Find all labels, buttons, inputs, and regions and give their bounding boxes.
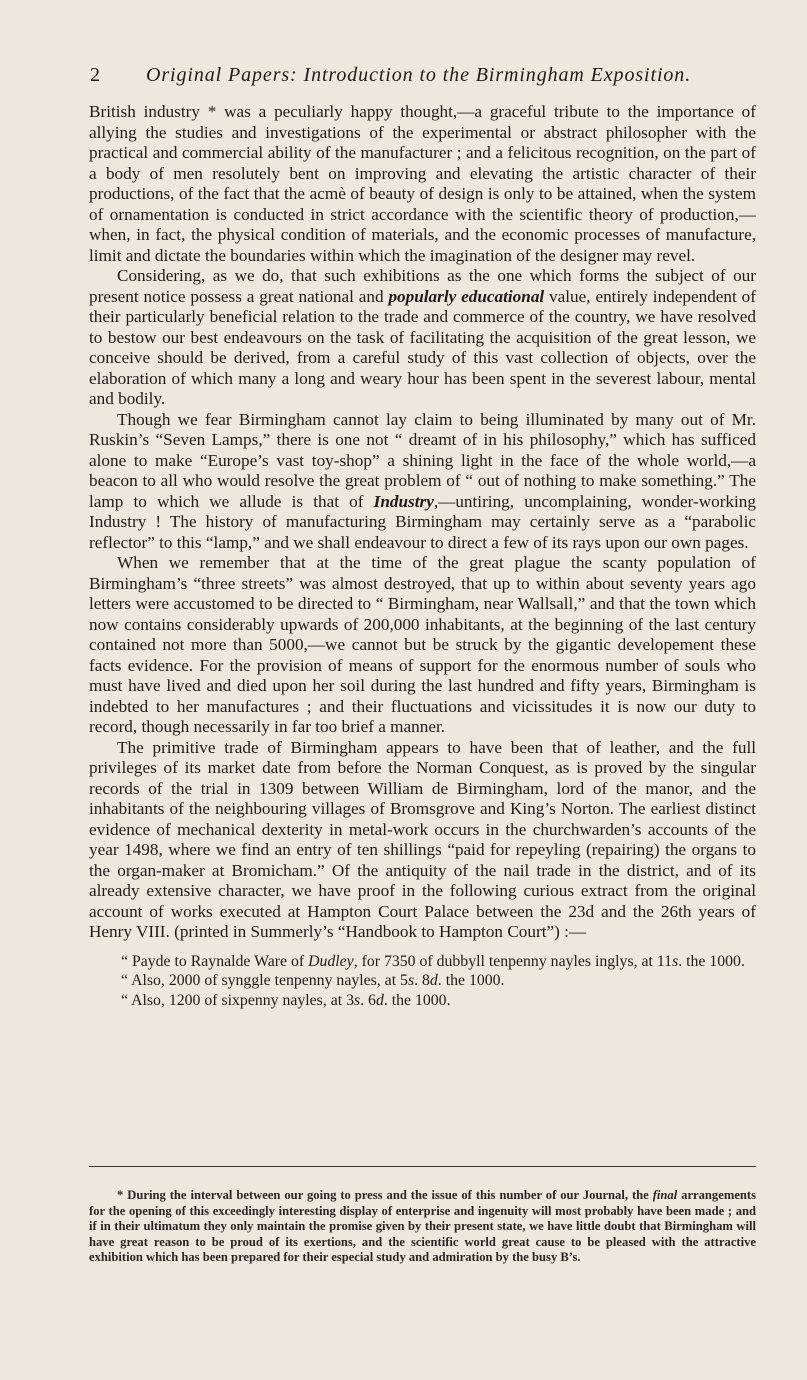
quote-text: “ Also, 1200 of sixpenny nayles, at 3 (121, 991, 354, 1009)
shillings-abbr: s (672, 952, 679, 970)
pence-abbr: d (429, 972, 438, 989)
quote-text: , for 7350 of dubbyll tenpenny nayles inglys, at 11 (353, 952, 673, 970)
quote-text: . the 1000. (383, 991, 451, 1009)
quote-line (89, 971, 756, 991)
paragraph (89, 410, 756, 554)
quote-text: . the 1000. (678, 952, 745, 970)
page-header (88, 63, 756, 87)
quote-text: “ Also, 2000 of synggle tenpenny nayles, at 5 (121, 972, 408, 989)
footnote-emphasis: final (652, 1188, 678, 1202)
footnote-text: * During the interval between our going to press and the issue of this number of our Journal, the (117, 1188, 653, 1202)
quote-line (89, 991, 756, 1011)
quote-text: . the 1000. (437, 972, 505, 989)
paragraph-text: When we remember that at the time of the great plague the scanty population of Birmingham’s “three streets” was almost destroyed, that up to within about seventy years ago letters were accustomed to be directed to “ Birmingham, near Wallsall,” and that the town which now contains considerably upwards of 200,000 inhabitants, at the beginning of the last century contained not more than 5000,—we cannot but be struck by the gigantic developement these facts evidence. For the provision of means of support for the enormous number of souls who must have lived and died upon her soil during the last hundred and fifty years, Birmingham is indebted to her manufactures ; and their fluctuations and vicissitudes it is now our duty to record, though necessarily in far too brief a manner. (89, 553, 756, 736)
paragraph-text: The primitive trade of Birmingham appears to have been that of leather, and the full privileges of its market date from before the Norman Conquest, as is proved by the singular records of the trial in 1309 between William de Birmingham, lord of the manor, and the inhabitants of the neighbouring villages of Bromsgrove and King’s Norton. The earliest distinct evidence of mechanical dexterity in metal-work occurs in the churchwarden’s accounts of the year 1498, where we find an entry of ten shillings “paid for repeyling (repairing) the organs to the organ-maker at Bromicham.” Of the antiquity of the nail trade in the district, and of its already extensive character, we have proof in the following curious extract from the original account of works executed at Hampton Court Palace between the 23d and the 26th years of Henry VIII. (printed in Summerly’s “Handbook to Hampton Court”) :— (89, 737, 756, 941)
quote-emphasis: Dudley (308, 952, 354, 970)
page-number: 2 (90, 64, 100, 86)
shillings-abbr: s (353, 991, 361, 1009)
block-quote (89, 952, 756, 1011)
body-text (89, 102, 756, 1010)
paragraph-text: ,—untiring, uncomplaining, wonder-working Industry ! The history of manufacturing Birmingham may certainly serve as a “parabolic reflector” to this “lamp,” and we shall endeavour to direct a few of its rays upon our own pages. (89, 491, 756, 552)
footnote (89, 1188, 756, 1266)
emphasis-text: popularly educational (388, 286, 545, 306)
pence-abbr: d (375, 991, 384, 1009)
quote-text: . 8 (414, 972, 430, 989)
paragraph (89, 553, 756, 738)
footnote-divider (89, 1166, 756, 1167)
paragraph (89, 738, 756, 943)
paragraph-text: value, entirely independent of their particularly beneficial relation to the trade and commerce of the country, we have resolved to bestow our best endeavours on the task of facilitating the acquisition of the great lesson, we conceive should be derived, from a careful study of this vast collection of objects, over the elaboration of which many a long and weary hour has been spent in the severest labour, mental and bodily. (89, 286, 756, 408)
quote-text: “ Payde to Raynalde Ware of (121, 952, 309, 970)
paragraph-text: British industry * was a peculiarly happy thought,—a graceful tribute to the importance of allying the studies and investigations of the experimental or abstract philosopher with the practical and commercial ability of the manufacturer ; and a felicitous recognition, on the part of a body of men resolutely bent on improving and elevating the artistic character of their productions, of the fact that the acmè of beauty of design is only to be attained, when the system of ornamentation is conducted in strict accordance with the scientific theory of production,—when, in fact, the physical condition of materials, and the economic processes of manufacture, limit and dictate the boundaries within which the imagination of the designer may revel. (89, 102, 756, 265)
paragraph (89, 102, 756, 266)
paragraph-text: Considering, as we do, that such exhibitions as the one which forms the subject of our present notice possess a great national and (89, 266, 756, 306)
quote-text: . 6 (360, 991, 376, 1009)
running-title: Original Papers: Introduction to the Birmingham Exposition. (146, 64, 692, 86)
footnote-paragraph (89, 1188, 756, 1266)
quote-line (89, 952, 756, 972)
paragraph (89, 266, 756, 410)
emphasis-text: Industry (373, 491, 434, 511)
footnote-text: arrangements for the opening of this exceedingly interesting display of enterprise and ingenuity will most probably have been made ; and if in their ultimatum they only maintain the promise given by their present state, we have little doubt that Birmingham will have great reason to be proud of its exertions, and the scientific world great cause to be pleased with the attractive exhibition which has been prepared for their especial study and admiration by the busy B’s. (89, 1188, 757, 1265)
shillings-abbr: s (407, 972, 415, 989)
paragraph-text: Though we fear Birmingham cannot lay claim to being illuminated by many out of Mr. Ruskin’s “Seven Lamps,” there is one not “ dreamt of in his philosophy,” which has sufficed alone to make “Europe’s vast toy-shop” a shining light in the face of the whole world,—a beacon to all who would resolve the great problem of “ out of nothing to make something.” The lamp to which we allude is that of (89, 409, 756, 511)
